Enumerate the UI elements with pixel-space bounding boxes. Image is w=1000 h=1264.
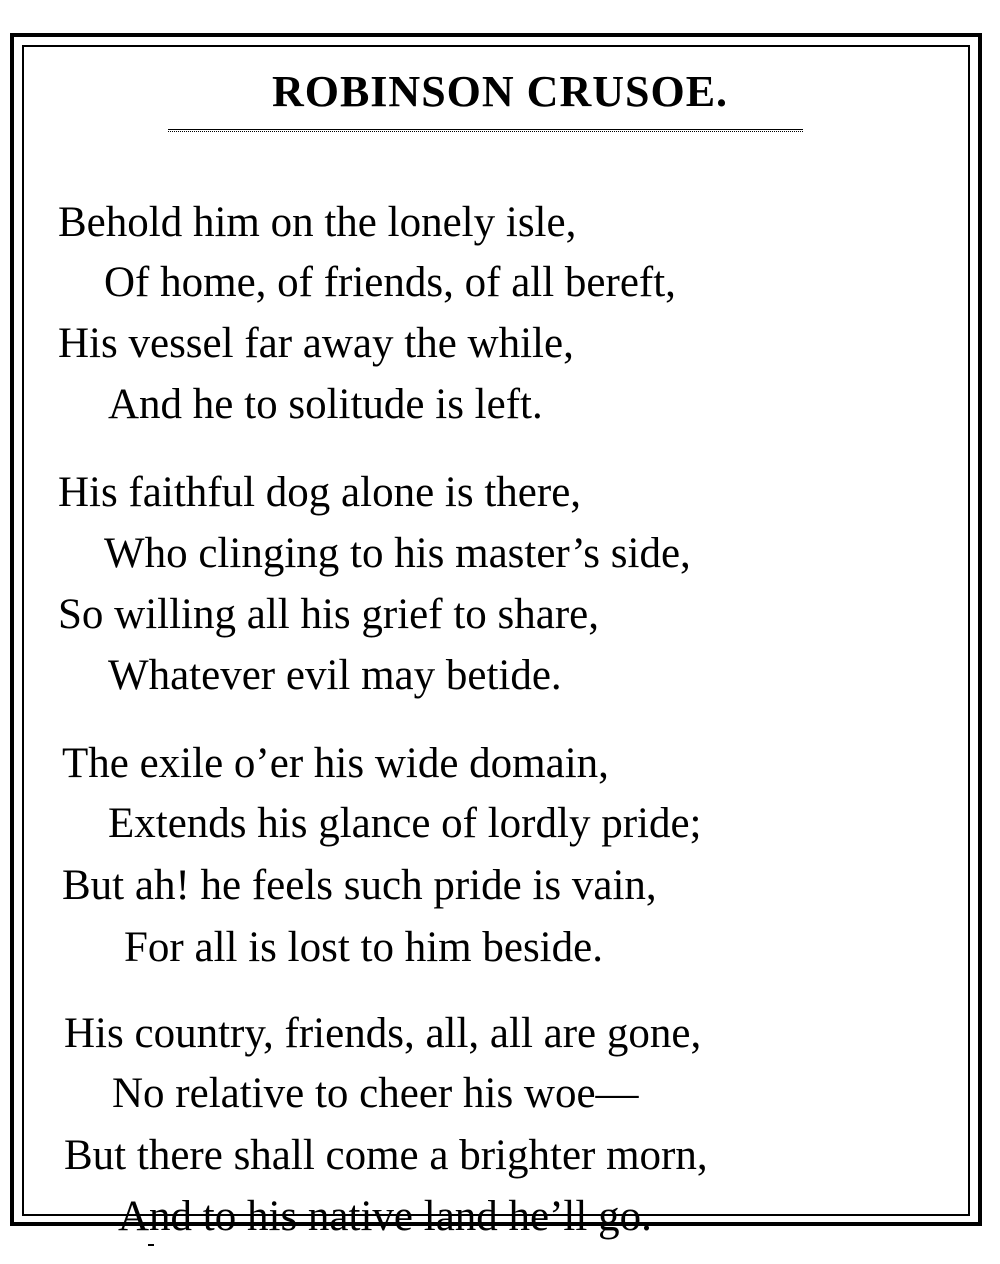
poem-line: Of home, of friends, of all bereft,: [104, 259, 676, 306]
poem-line: His vessel far away the while,: [58, 320, 574, 367]
poem-title: ROBINSON CRUSOE.: [271, 67, 729, 116]
poem-line: His faithful dog alone is there,: [58, 469, 582, 516]
poem-line: Whatever evil may betide.: [108, 652, 562, 699]
poem-line: And to his native land he’ll go.: [118, 1193, 652, 1240]
poem-line: The exile o’er his wide domain,: [62, 740, 609, 787]
poem-line: So willing all his grief to share,: [58, 591, 600, 638]
print-speck: [148, 1244, 154, 1246]
poem-line: Extends his glance of lordly pride;: [108, 800, 702, 847]
title-divider: [168, 129, 803, 132]
poem-line: His country, friends, all, all are gone,: [64, 1010, 702, 1057]
poem-line: For all is lost to him beside.: [124, 924, 603, 971]
poem-line: But there shall come a brighter morn,: [64, 1132, 708, 1179]
poem-line: Behold him on the lonely isle,: [58, 199, 577, 246]
poem-line: Who clinging to his master’s side,: [104, 530, 691, 577]
poem-line: But ah! he feels such pride is vain,: [62, 862, 657, 909]
poem-line: And he to solitude is left.: [108, 381, 543, 428]
poem-line: No relative to cheer his woe—: [112, 1070, 639, 1117]
